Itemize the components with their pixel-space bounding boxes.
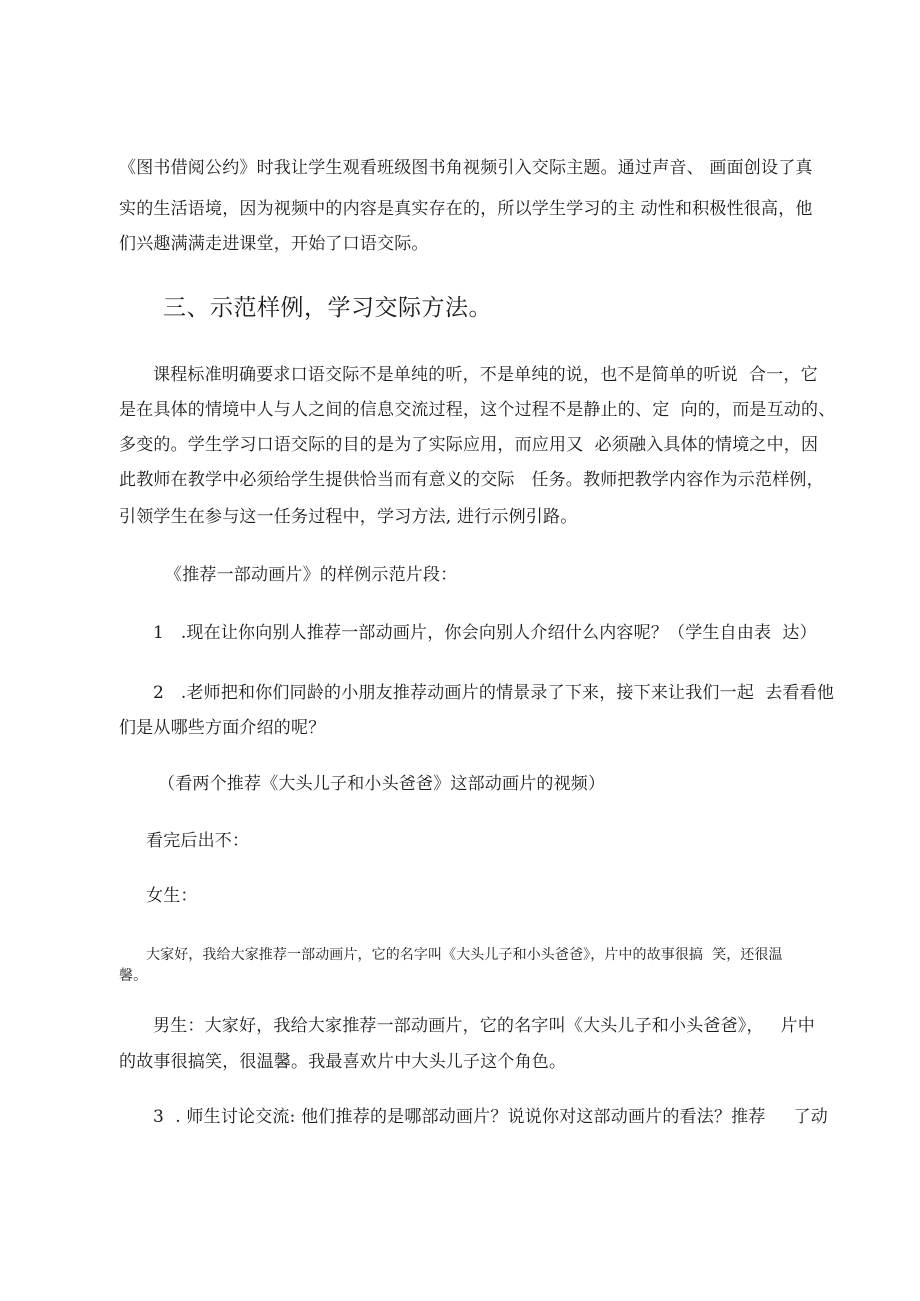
boy-speech-line-1: 男生：大家好，我给大家推荐一部动画片，它的名字叫《大头儿子和小头爸爸》， 片中 xyxy=(153,1016,815,1036)
paragraph-2-line-4: 此教师在教学中必须给学生提供恰当而有意义的交际 任务。教师把教学内容作为示范样例， xyxy=(119,470,824,490)
girl-speech-line-1: 大家好，我给大家推荐一部动画片，它的名字叫《大头儿子和小头爸爸》，片中的故事很搞 笑，还很温 xyxy=(146,947,783,963)
paragraph-2-line-1: 课程标准明确要求口语交际不是单纯的听，不是单纯的说，也不是简单的听说 合一，它 xyxy=(153,365,818,385)
list-item-1: 1 .现在让你向别人推荐一部动画片，你会向别人介绍什么内容呢？（学生自由表 达） xyxy=(153,623,817,643)
after-watch-label: 看完后出不： xyxy=(146,831,250,851)
paragraph-2-line-3: 多变的。学生学习口语交际的目的是为了实际应用，而应用又 必须融入具体的情境之中，因 xyxy=(119,435,819,455)
sample-title: 《推荐一部动画片》的样例示范片段： xyxy=(165,565,458,585)
list-item-3: 3 . 师生讨论交流: 他们推荐的是哪部动画片？说说你对这部动画片的看法？推荐 了动 xyxy=(153,1107,828,1127)
boy-speech-line-2: 的故事很搞笑，很温馨。我最喜欢片中大头儿子这个角色。 xyxy=(119,1052,567,1072)
girl-speech-line-2: 馨。 xyxy=(119,968,148,984)
paragraph-2-line-2: 是在具体的情境中人与人之间的信息交流过程，这个过程不是静止的、定 向的，而是互动的、 xyxy=(119,400,836,420)
video-note: （看两个推荐《大头儿子和小头爸爸》这部动画片的视频） xyxy=(158,774,606,794)
paragraph-2-line-5: 引领学生在参与这一任务过程中，学习方法, 进行示例引路。 xyxy=(119,507,578,527)
paragraph-1-line-2: 实的生活语境，因为视频中的内容是真实存在的，所以学生学习的主 动性和积极性很高，他 xyxy=(119,199,813,219)
paragraph-1-line-3: 们兴趣满满走进课堂，开始了口语交际。 xyxy=(119,234,429,254)
list-item-2-line-2: 们是从哪些方面介绍的呢？ xyxy=(119,718,326,738)
girl-label: 女生： xyxy=(146,886,198,906)
paragraph-1-line-1: 《图书借阅公约》时我让学生观看班级图书角视频引入交际主题。通过声音、 画面创设了真 xyxy=(119,158,813,178)
list-item-2-line-1: 2 .老师把和你们同龄的小朋友推荐动画片的情景录了下来，接下来让我们一起 去看看他 xyxy=(153,683,835,703)
section-heading: 三、示范样例，学习交际方法。 xyxy=(163,295,492,321)
